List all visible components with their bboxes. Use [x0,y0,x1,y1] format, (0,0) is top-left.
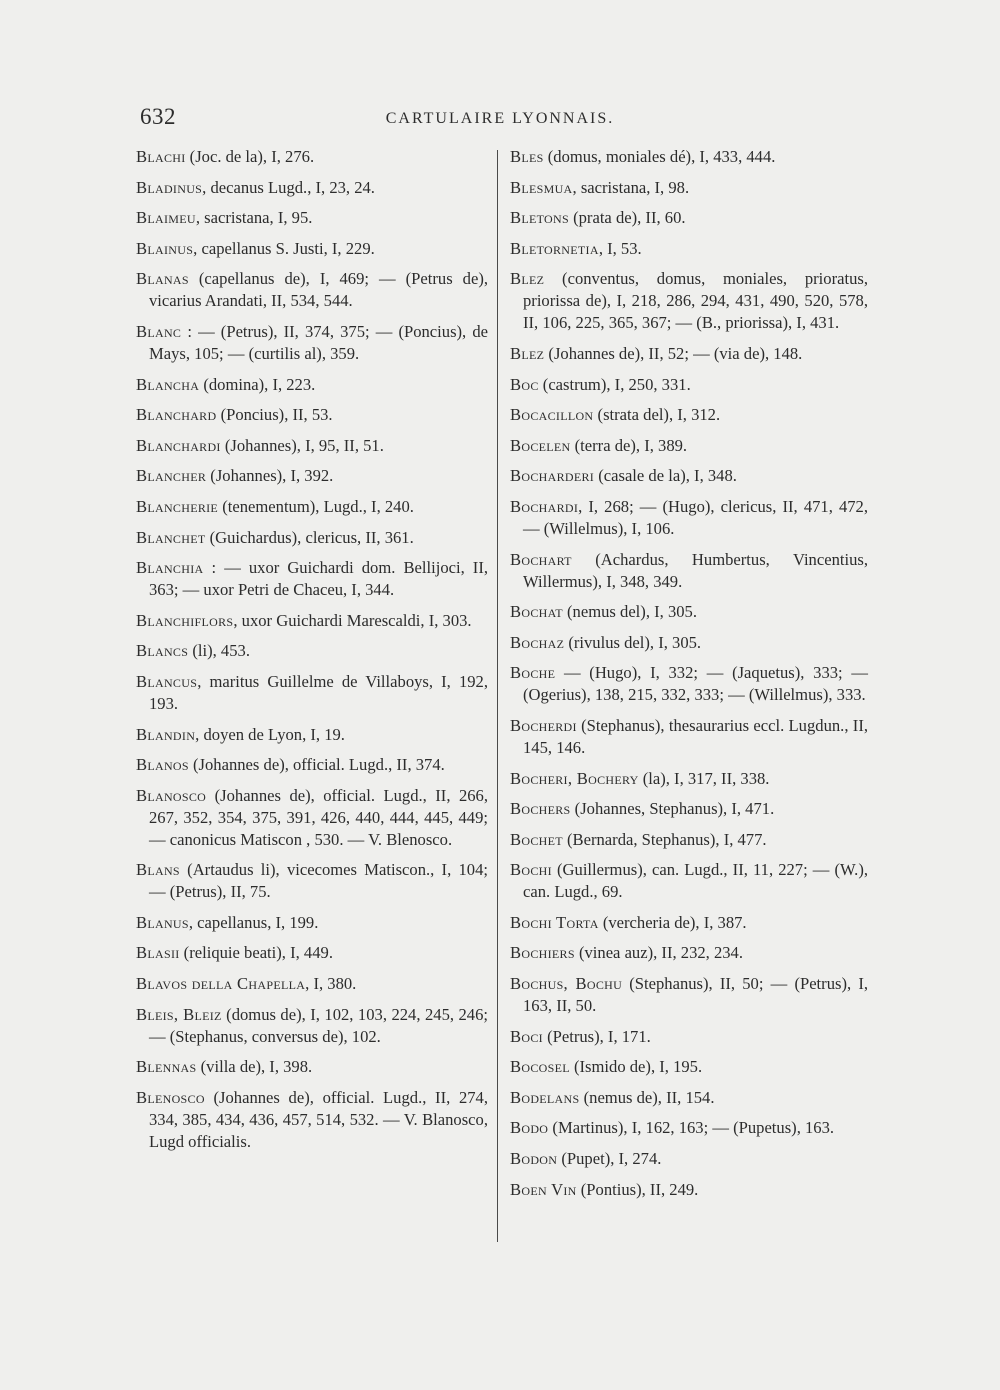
entry-text: (Johannes), I, 392. [206,466,334,486]
entry-headword: Blancha [136,374,200,394]
index-entry [136,1056,488,1078]
index-entry [510,973,868,1017]
index-entry [510,1179,868,1201]
entry-headword: Blanus [136,912,189,932]
index-entry [136,610,488,632]
index-entry [136,465,488,487]
entry-text: (Guillermus), can. Lugd., II, 11, 227; — (W.), can. Lugd., 69. [523,860,868,902]
entry-text: (li), 453. [188,641,250,661]
entry-text: , I, 268; — (Hugo), clericus, II, 471, 472, — (Willelmus), I, 106. [523,496,868,538]
index-entry [136,859,488,903]
entry-headword: Bochi Torta [510,912,599,932]
entry-headword: Bocharderi [510,466,595,486]
page-number: 632 [140,104,176,129]
index-entry [510,798,868,820]
entry-headword: Bletons [510,208,569,228]
entry-headword: Bochardi [510,496,579,516]
entry-text: (reliquie beati), I, 449. [179,943,333,963]
entry-headword: Blancher [136,466,207,486]
index-entry [510,404,868,426]
column-divider [497,150,498,1242]
index-entry [510,465,868,487]
entry-headword: Blanosco [136,785,207,805]
entry-headword: Bocheri, Bochery [510,768,639,788]
index-entry [510,268,868,334]
running-title-text: CARTULAIRE LYONNAIS. [385,110,615,127]
index-entry [510,177,868,199]
index-entry [136,1004,488,1048]
entry-text: , capellanus, I, 199. [188,912,319,932]
entry-headword: Blancs [136,641,189,661]
entry-headword: Blanchardi [136,435,221,455]
entry-text: , maritus Guillelme de Villaboys, I, 192, 193. [149,671,488,713]
index-entry [136,321,488,365]
entry-headword: Boci [510,1026,543,1046]
index-entry [510,632,868,654]
index-entry [510,435,868,457]
running-title [0,110,1000,128]
entry-headword: Bocosel [510,1057,570,1077]
entry-headword: Blesmua [510,177,573,197]
index-entry [510,912,868,934]
entry-text: (domus de), I, 102, 103, 224, 245, 246; — (Stephanus, conversus de), 102. [149,1004,488,1046]
index-entry [136,557,488,601]
entry-text: (terra de), I, 389. [570,435,688,455]
entry-text: (Stephanus), thesaurarius eccl. Lugdun., II, 145, 146. [523,715,868,757]
entry-headword: Bletornetia [510,238,599,258]
entry-text: (villa de), I, 398. [196,1057,313,1077]
index-entry [510,942,868,964]
entry-text: (Johannes de), official. Lugd., II, 274, 334, 385, 434, 436, 457, 514, 532. — V. Blanosco, Lugd officialis. [149,1087,488,1151]
entry-headword: Bles [510,147,544,166]
index-column-left [136,146,488,1161]
index-entry [136,640,488,662]
entry-text: , decanus Lugd., I, 23, 24. [202,177,375,197]
entry-text: (prata de), II, 60. [568,208,686,228]
entry-text: (Johannes, Stephanus), I, 471. [570,799,775,819]
entry-text: , doyen de Lyon, I, 19. [195,724,345,744]
entry-headword: Bocacillon [510,405,594,425]
entry-text: (vercheria de), I, 387. [598,912,747,932]
entry-text: , sacristana, I, 98. [572,177,690,197]
entry-text: (Poncius), II, 53. [216,405,333,425]
entry-headword: Bochiers [510,943,575,963]
index-entry [510,374,868,396]
entry-headword: Bladinus [136,177,203,197]
index-entry [136,268,488,312]
entry-text: (Guichardus), clericus, II, 361. [205,527,414,547]
entry-headword: Bocherdi [510,715,577,735]
index-entry [510,715,868,759]
entry-text: , I, 53. [598,238,642,258]
entry-headword: Bochart [510,549,572,569]
entry-headword: Bodon [510,1149,558,1169]
entry-headword: Bochat [510,602,563,622]
entry-headword: Bochi [510,860,552,880]
index-entry [510,1087,868,1109]
entry-text: (tenementum), Lugd., I, 240. [218,496,414,516]
index-entry [510,146,868,168]
entry-headword: Blandin [136,724,196,744]
entry-text: (Ismido de), I, 195. [569,1057,703,1077]
entry-text: (rivulus del), I, 305. [564,632,702,652]
entry-text: — (Hugo), I, 332; — (Jaquetus), 333; — (Ogerius), 138, 215, 332, 333; — (Willelmus), 333. [523,663,868,705]
entry-text: (Artaudus li), vicecomes Matiscon., I, 104; — (Petrus), II, 75. [149,860,488,902]
entry-text: (Johannes de), II, 52; — (via de), 148. [544,343,803,363]
entry-text: (domina), I, 223. [199,374,316,394]
index-entry [136,207,488,229]
entry-text: (capellanus de), I, 469; — (Petrus de), vicarius Arandati, II, 534, 544. [149,269,488,311]
entry-headword: Blaimeu [136,208,196,228]
index-entry [136,404,488,426]
entry-text: , uxor Guichardi Marescaldi, I, 303. [233,610,472,630]
entry-headword: Boche [510,663,556,683]
index-entry [510,859,868,903]
index-entry [510,829,868,851]
index-entry [136,496,488,518]
entry-headword: Blennas [136,1057,197,1077]
index-entry [510,601,868,623]
index-entry [136,671,488,715]
entry-text: (nemus de), II, 154. [579,1087,715,1107]
index-column-right [510,146,868,1209]
entry-headword: Bodelans [510,1087,580,1107]
entry-text: (domus, moniales dé), I, 433, 444. [543,147,776,166]
index-entry [136,912,488,934]
index-entry [136,238,488,260]
entry-headword: Blainus [136,238,194,258]
entry-headword: Bodo [510,1118,549,1138]
index-entry [510,549,868,593]
index-entry [510,1148,868,1170]
entry-text: (Pontius), II, 249. [576,1179,699,1199]
entry-text: (conventus, domus, moniales, prioratus, priorissa de), I, 218, 286, 294, 431, 490, 520, 578, II, 106, 225, 365, 367; — (B., priorissa), I, 431. [523,269,868,333]
entry-headword: Blanas [136,269,189,289]
index-entry [510,343,868,365]
index-entry [510,1056,868,1078]
index-entry [136,973,488,995]
entry-text: (Martinus), I, 162, 163; — (Pupetus), 163. [548,1118,835,1138]
entry-text: (Johannes de), official. Lugd., II, 374. [188,755,445,775]
index-entry [510,496,868,540]
index-entry [136,724,488,746]
entry-text: , capellanus S. Justi, I, 229. [193,238,375,258]
entry-text: (casale de la), I, 348. [594,466,737,486]
entry-text: (Achardus, Humbertus, Vincentius, Willermus), I, 348, 349. [523,549,868,591]
entry-text: (strata del), I, 312. [593,405,721,425]
entry-headword: Blancus [136,671,198,691]
entry-text: (Johannes de), official. Lugd., II, 266, 267, 352, 354, 375, 391, 426, 440, 444, 445, 449; — canonicus Matiscon , 530. — V. Blenosco. [149,785,488,849]
index-entry [136,942,488,964]
entry-headword: Blanchard [136,405,217,425]
index-entry [510,1026,868,1048]
entry-headword: Blenosco [136,1087,205,1107]
entry-headword: Blachi [136,147,186,166]
entry-headword: Blancherie [136,496,219,516]
index-entry [136,374,488,396]
index-entry [510,768,868,790]
entry-headword: Bochers [510,799,571,819]
entry-headword: Blez [510,343,545,363]
entry-headword: Blanos [136,755,189,775]
index-entry [510,662,868,706]
entry-text: (nemus del), I, 305. [562,602,697,622]
entry-headword: Boen Vin [510,1179,577,1199]
entry-headword: Blasii [136,943,180,963]
entry-headword: Bochaz [510,632,565,652]
entry-text: , I, 380. [305,974,357,994]
entry-headword: Blanchiflors [136,610,234,630]
entry-headword: Blans [136,860,180,880]
entry-text: (Petrus), I, 171. [542,1026,651,1046]
entry-headword: Bochus, Bochu [510,974,623,994]
index-entry [510,207,868,229]
entry-headword: Blanchet [136,527,206,547]
entry-text: (Pupet), I, 274. [557,1149,662,1169]
index-entry [136,527,488,549]
entry-text: (vinea auz), II, 232, 234. [574,943,743,963]
index-entry [136,146,488,168]
entry-headword: Bocelen [510,435,571,455]
index-entry [136,435,488,457]
entry-headword: Bleis, Bleiz [136,1004,222,1024]
entry-text: : — uxor Guichardi dom. Bellijoci, II, 363; — uxor Petri de Chaceu, I, 344. [149,558,488,600]
entry-text: (Johannes), I, 95, II, 51. [220,435,384,455]
index-entry [136,754,488,776]
index-entry [136,1087,488,1153]
entry-headword: Blanc [136,321,182,341]
entry-headword: Bochet [510,829,563,849]
index-entry [136,785,488,851]
entry-text: (Bernarda, Stephanus), I, 477. [562,829,767,849]
entry-headword: Blavos della Chapella [136,974,306,994]
entry-headword: Blez [510,269,545,289]
entry-text: (la), I, 317, II, 338. [638,768,770,788]
index-entry [136,177,488,199]
index-entry [510,238,868,260]
entry-text: (Stephanus), II, 50; — (Petrus), I, 163, II, 50. [523,974,868,1016]
index-entry [510,1117,868,1139]
entry-text: (Joc. de la), I, 276. [185,147,315,166]
entry-headword: Boc [510,374,539,394]
entry-text: (castrum), I, 250, 331. [538,374,691,394]
entry-headword: Blanchia [136,558,204,578]
entry-text: : — (Petrus), II, 374, 375; — (Poncius), de Mays, 105; — (curtilis al), 359. [149,321,488,363]
entry-text: , sacristana, I, 95. [195,208,313,228]
